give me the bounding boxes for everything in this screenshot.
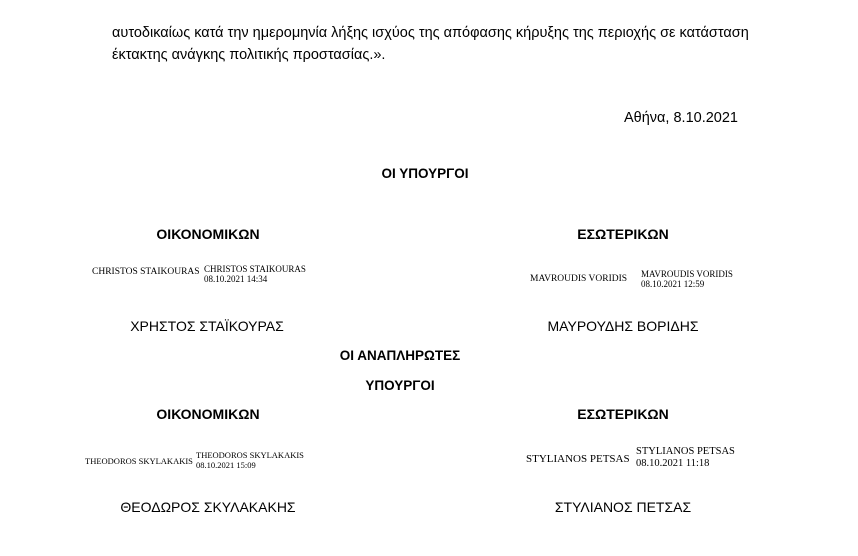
ministry-interior-heading: ΕΣΩΤΕΡΙΚΩΝ (577, 226, 669, 242)
signature-name-voridis: MAVROUDIS VORIDIS (530, 274, 628, 284)
signature-name-petsas: STYLIANOS PETSAS (526, 453, 630, 465)
signature-name-staikouras: CHRISTOS STAIKOURAS (92, 267, 200, 277)
deputy-ministers-heading: ΟΙ ΑΝΑΠΛΗΡΩΤΕΣ (339, 348, 461, 363)
signature-block-time: 08.10.2021 15:09 (196, 459, 256, 470)
signature-block-petsas (636, 446, 735, 469)
signatory-name-petsas: ΣΤΥΛΙΑΝΟΣ ΠΕΤΣΑΣ (554, 499, 692, 515)
signatory-name-staikouras: ΧΡΗΣΤΟΣ ΣΤΑΪΚΟΥΡΑΣ (130, 318, 284, 334)
signature-name-skylakakis: THEODOROS SKYLAKAKIS (85, 456, 193, 466)
signature-block-voridis (641, 269, 733, 289)
deputy-ministry-interior-heading: ΕΣΩΤΕΡΙΚΩΝ (577, 406, 669, 422)
signatory-name-voridis: ΜΑΥΡΟΥΔΗΣ ΒΟΡΙΔΗΣ (547, 318, 699, 334)
place-date: Αθήνα, 8.10.2021 (624, 110, 738, 126)
signature-block-staikouras (204, 264, 306, 284)
signature-block-time: 08.10.2021 11:18 (636, 457, 710, 469)
signature-block-time: 08.10.2021 14:34 (204, 274, 268, 284)
signature-block-skylakakis (196, 451, 304, 470)
deputy-ministry-finance-heading: ΟΙΚΟΝΟΜΙΚΩΝ (156, 406, 260, 422)
ministers-heading: ΟΙ ΥΠΟΥΡΓΟΙ (381, 166, 469, 181)
deputy-ministers-subheading: ΥΠΟΥΡΓΟΙ (365, 378, 435, 393)
signature-block-name: STYLIANOS PETSAS (636, 446, 735, 457)
signature-block-name: THEODOROS SKYLAKAKIS (196, 450, 304, 460)
signature-block-name: MAVROUDIS VORIDIS (641, 269, 733, 279)
ministry-finance-heading: ΟΙΚΟΝΟΜΙΚΩΝ (156, 226, 260, 242)
signature-block-time: 08.10.2021 12:59 (641, 279, 705, 289)
signature-block-name: CHRISTOS STAIKOURAS (204, 264, 306, 274)
closing-paragraph: αυτοδικαίως κατά την ημερομηνία λήξης ισχύος της απόφασης κήρυξης της περιοχής σε κατάσταση έκτακτης ανάγκης πολιτικής προστασίας.». (112, 25, 749, 63)
signatory-name-skylakakis: ΘΕΟΔΩΡΟΣ ΣΚΥΛΑΚΑΚΗΣ (120, 499, 296, 515)
